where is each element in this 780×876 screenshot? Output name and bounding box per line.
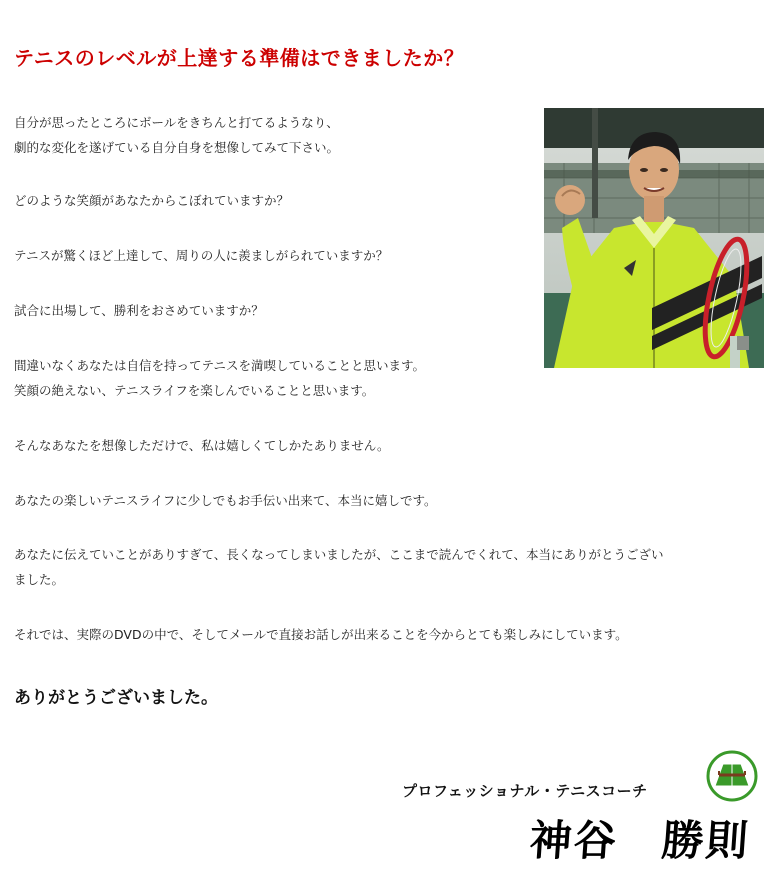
paragraph-envy: テニスが驚くほど上達して、周りの人に羨ましがられていますか？: [14, 248, 389, 263]
paragraph-help: あなたの楽しいテニスライフに少しでもお手伝い出来て、本当に嬉しです。: [14, 493, 437, 508]
paragraph-match: 試合に出場して、勝利をおさめていますか？: [14, 303, 264, 318]
page-heading: テニスのレベルが上達する準備はできましたか？: [14, 46, 465, 70]
coach-title: プロフェッショナル・テニスコーチ: [402, 782, 648, 800]
tennis-court-logo-icon: [706, 750, 758, 802]
paragraph-smile: どのような笑顔があなたからこぼれていますか？: [14, 193, 290, 208]
coach-photo: [544, 108, 764, 368]
coach-signature-name: 神谷 勝則: [528, 816, 752, 865]
paragraph-thanks-reading: あなたに伝えていことがありすぎて、長くなってしまいましたが、ここまで読んでくれて、本当にありがとうござい ました。: [14, 547, 664, 587]
paragraph-happy: そんなあなたを想像しただけで、私は嬉しくてしかたありません。: [14, 438, 390, 453]
paragraph-confidence: 間違いなくあなたは自信を持ってテニスを満喫していることと思います。 笑顔の絶えない、テニスライフを楽しんでいることと思います。: [14, 358, 426, 398]
closing-thanks: ありがとうございました。: [14, 688, 218, 708]
paragraph-dvd: それでは、実際のDVDの中で、そしてメールで直接お話しが出来ることを今からとても楽しみにしています。: [14, 627, 628, 642]
paragraph-imagine: 自分が思ったところにボールをきちんと打てるようなり、 劇的な変化を遂げている自分自身を想像してみて下さい。: [14, 115, 340, 155]
